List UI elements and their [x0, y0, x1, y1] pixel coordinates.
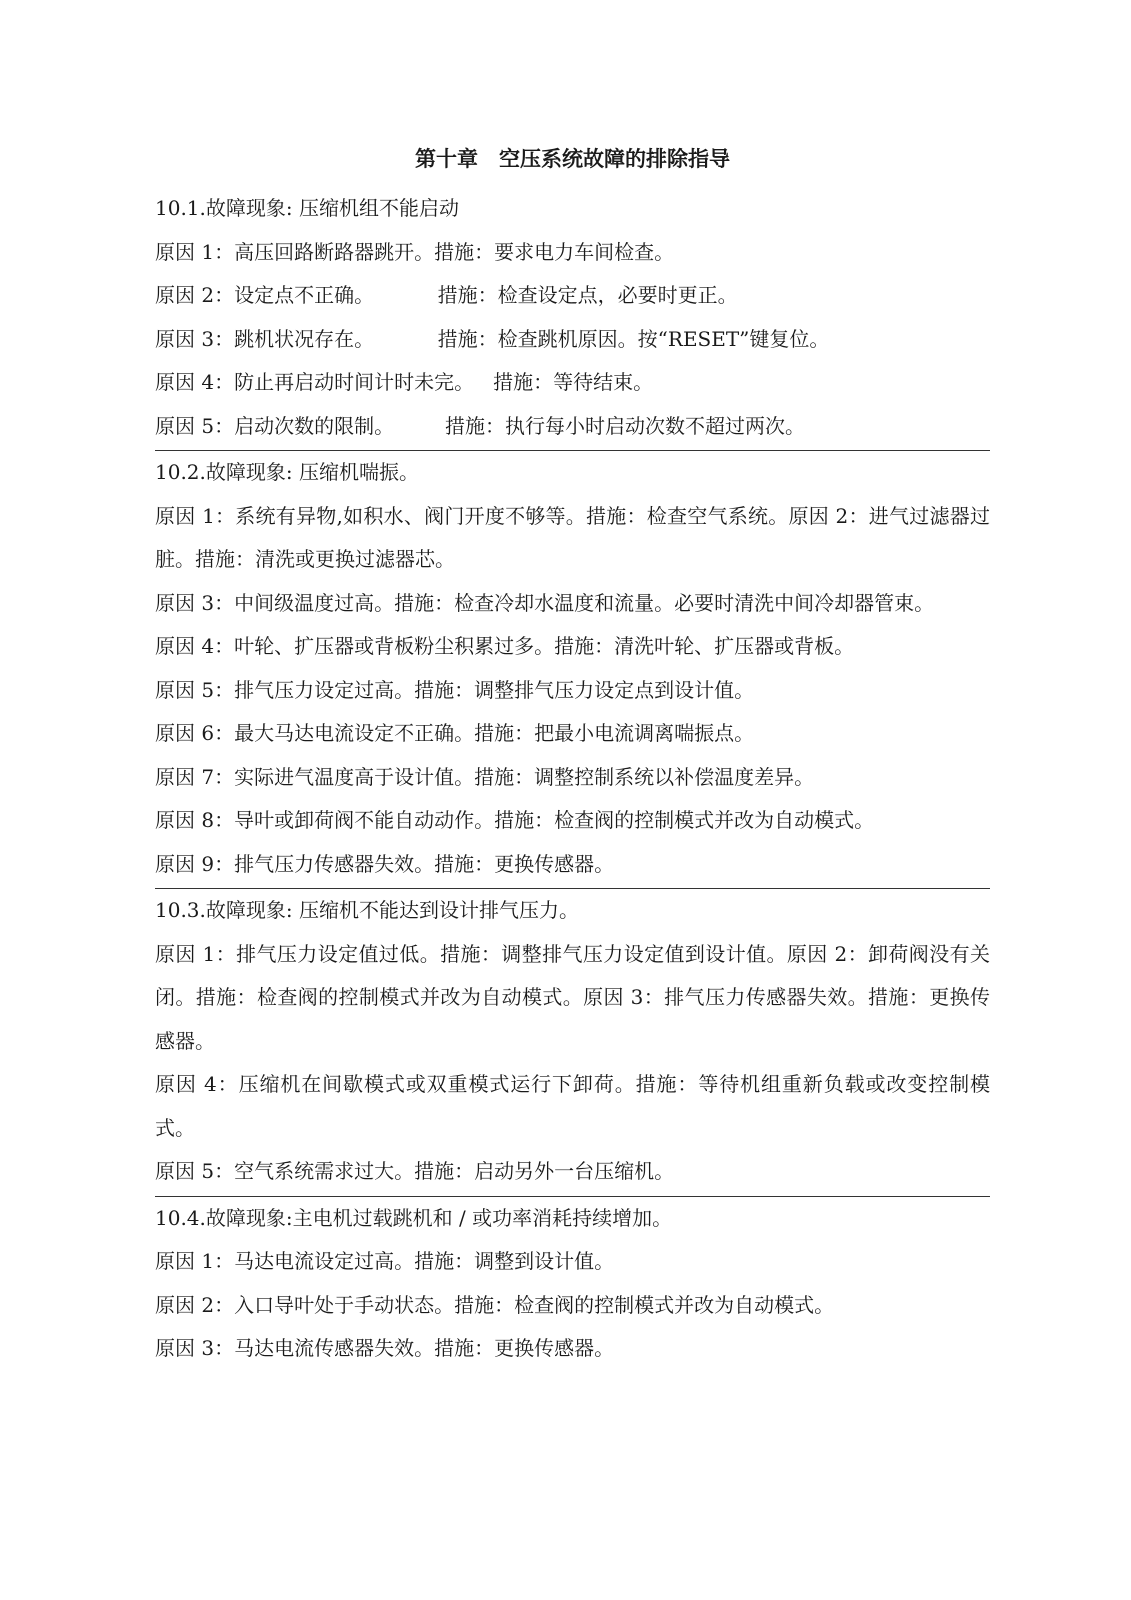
document-page [155, 145, 990, 1371]
cause-item: 原因 2：入口导叶处于手动状态。措施：检查阀的控制模式并改为自动模式。 [155, 1292, 835, 1317]
cause-item: 原因 1：马达电流设定过高。措施：调整到设计值。 [155, 1249, 615, 1273]
cause-item: 原因 7：实际进气温度高于设计值。措施：调整控制系统以补偿温度差异。 [155, 764, 815, 789]
cause-item: 原因 1：排气压力设定值过低。措施：调整排气压力设定值到设计值。原因 2：卸荷阀没有关闭。措施：检查阀的控制模式并改为自动模式。原因 3：排气压力传感器失效。措施：更换传感器。 [155, 941, 990, 1053]
cause-item: 原因 3：中间级温度过高。措施：检查冷却水温度和流量。必要时清洗中间冷却器管束。 [155, 590, 935, 615]
section-10-1 [155, 187, 990, 448]
section-10-2 [155, 451, 990, 886]
cause-item: 原因 6：最大马达电流设定不正确。措施：把最小电流调离喘振点。 [155, 721, 755, 745]
cause-item: 原因 3：马达电流传感器失效。措施：更换传感器。 [155, 1336, 615, 1360]
section-10-3 [155, 889, 990, 1194]
cause-item: 原因 9：排气压力传感器失效。措施：更换传感器。 [155, 851, 615, 876]
section-heading: 10.1.故障现象: 压缩机组不能启动 [155, 196, 459, 220]
section-10-4 [155, 1197, 990, 1371]
cause-item: 原因 5：排气压力设定过高。措施：调整排气压力设定点到设计值。 [155, 677, 755, 702]
chapter-title: 第十章 空压系统故障的排除指导 [415, 147, 730, 171]
section-heading: 10.2.故障现象: 压缩机喘振。 [155, 460, 419, 484]
cause-item: 原因 3：跳机状况存在。 措施：检查跳机原因。按“RESET”键复位。 [155, 326, 830, 351]
cause-item: 原因 4：叶轮、扩压器或背板粉尘积累过多。措施：清洗叶轮、扩压器或背板。 [155, 634, 855, 658]
cause-item: 原因 5：空气系统需求过大。措施：启动另外一台压缩机。 [155, 1159, 675, 1183]
cause-item: 原因 2：设定点不正确。 措施：检查设定点，必要时更正。 [155, 283, 738, 307]
section-heading: 10.4.故障现象:主电机过载跳机和 / 或功率消耗持续增加。 [155, 1205, 673, 1230]
cause-item: 原因 4：防止再启动时间计时未完。 措施：等待结束。 [155, 370, 654, 394]
section-heading: 10.3.故障现象: 压缩机不能达到设计排气压力。 [155, 898, 579, 922]
cause-item: 原因 5：启动次数的限制。 措施：执行每小时启动次数不超过两次。 [155, 413, 805, 438]
cause-item: 原因 4：压缩机在间歇模式或双重模式运行下卸荷。措施：等待机组重新负载或改变控制模式。 [155, 1072, 990, 1140]
cause-item: 原因 8：导叶或卸荷阀不能自动动作。措施：检查阀的控制模式并改为自动模式。 [155, 808, 875, 832]
cause-item: 原因 1：高压回路断路器跳开。措施：要求电力车间检查。 [155, 239, 675, 264]
cause-item: 原因 1：系统有异物,如积水、阀门开度不够等。措施：检查空气系统。原因 2：进气过滤器过脏。措施：清洗或更换过滤器芯。 [155, 503, 990, 571]
